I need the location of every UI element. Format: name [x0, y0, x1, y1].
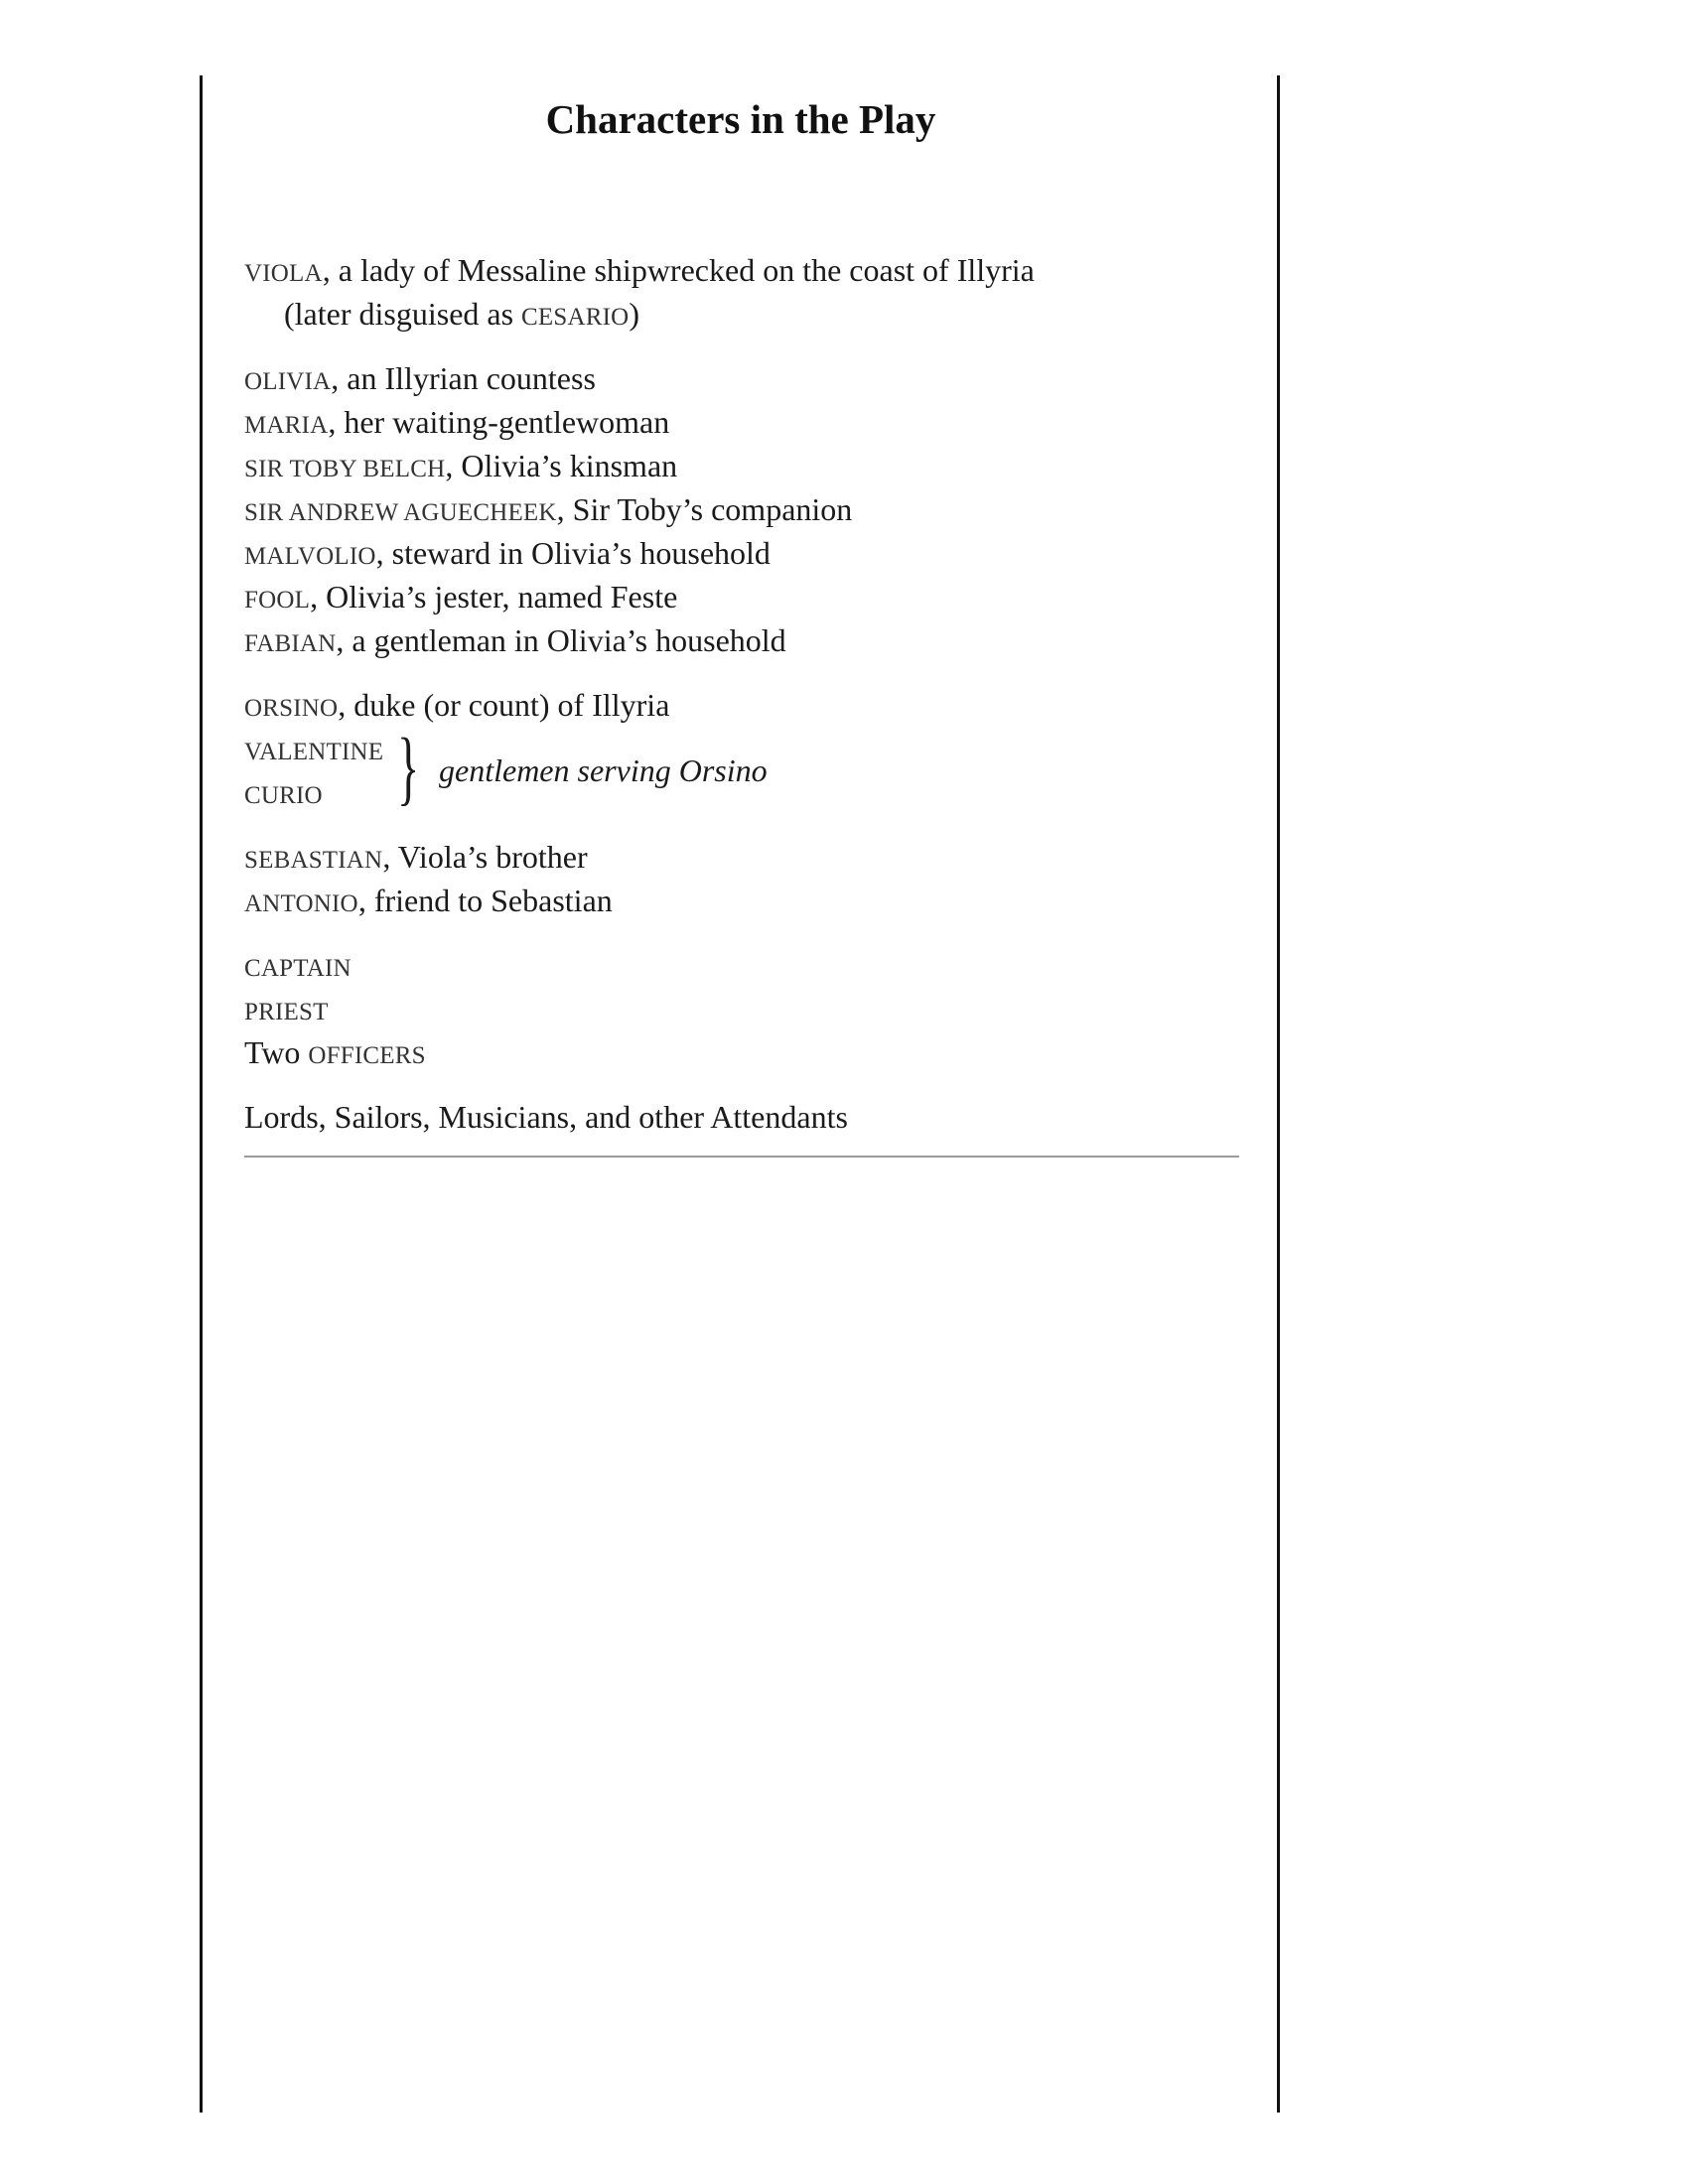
- character-name: CESARIO: [521, 304, 630, 331]
- character-name: SIR ANDREW AGUECHEEK: [244, 499, 557, 526]
- character-desc: , steward in Olivia’s household: [375, 535, 771, 571]
- character-desc: , a lady of Messaline shipwrecked on the coast of Illyria: [322, 252, 1035, 288]
- character-name: VIOLA: [244, 260, 323, 287]
- character-name: VALENTINE: [244, 739, 384, 765]
- character-desc-suffix: ): [629, 296, 640, 332]
- page-title: Characters in the Play: [545, 96, 936, 142]
- character-name: CAPTAIN: [244, 955, 352, 982]
- character-name: MARIA: [244, 412, 329, 439]
- character-entry-maria: [244, 400, 669, 448]
- character-desc-prefix: Two: [244, 1034, 309, 1070]
- character-name: ORSINO: [244, 695, 339, 722]
- character-desc: , an Illyrian countess: [331, 360, 596, 396]
- character-entry-attendants: [244, 1095, 848, 1139]
- character-name: FOOL: [244, 587, 311, 614]
- character-entry-olivia: [244, 356, 596, 404]
- character-entry-viola-continued: [284, 292, 639, 340]
- character-name: PRIEST: [244, 999, 329, 1025]
- character-entry-andrew: [244, 487, 852, 535]
- grouping-brace: }: [397, 722, 420, 814]
- character-name: SIR TOBY BELCH: [244, 456, 446, 482]
- character-entry-malvolio: [244, 531, 771, 579]
- left-margin-rule: [200, 75, 203, 2113]
- character-desc: , friend to Sebastian: [357, 883, 613, 918]
- character-entry-fool: [244, 575, 677, 622]
- character-entry-officers: [244, 1030, 426, 1078]
- character-entry-priest: [244, 987, 329, 1034]
- character-desc: , Sir Toby’s companion: [556, 491, 853, 527]
- right-margin-rule: [1277, 75, 1280, 2113]
- character-name: SEBASTIAN: [244, 847, 383, 874]
- character-name: OFFICERS: [308, 1042, 426, 1069]
- character-desc: , a gentleman in Olivia’s household: [336, 622, 786, 658]
- character-desc: , Viola’s brother: [382, 839, 588, 875]
- character-name: CURIO: [244, 782, 323, 809]
- character-desc: , Olivia’s jester, named Feste: [310, 579, 678, 614]
- character-entry-toby: [244, 444, 677, 491]
- character-entry-viola: [244, 248, 1035, 296]
- character-desc: Lords, Sailors, Musicians, and other Attendants: [244, 1099, 848, 1135]
- character-entry-sebastian: [244, 835, 588, 883]
- character-name: OLIVIA: [244, 368, 332, 395]
- character-entry-orsino: [244, 683, 669, 731]
- group-description: gentlemen serving Orsino: [439, 752, 768, 788]
- character-name: ANTONIO: [244, 890, 358, 917]
- character-name: MALVOLIO: [244, 543, 376, 570]
- character-entry-valentine: [244, 727, 383, 774]
- section-divider: [244, 1156, 1239, 1158]
- character-entry-curio: [244, 770, 323, 818]
- character-desc: , her waiting-gentlewoman: [328, 404, 670, 440]
- character-entry-captain: [244, 943, 352, 991]
- character-desc-prefix: (later disguised as: [284, 296, 522, 332]
- character-name: FABIAN: [244, 630, 337, 657]
- character-entry-antonio: [244, 879, 613, 926]
- character-desc: , duke (or count) of Illyria: [338, 687, 670, 723]
- character-entry-fabian: [244, 618, 786, 666]
- character-desc: , Olivia’s kinsman: [445, 448, 678, 483]
